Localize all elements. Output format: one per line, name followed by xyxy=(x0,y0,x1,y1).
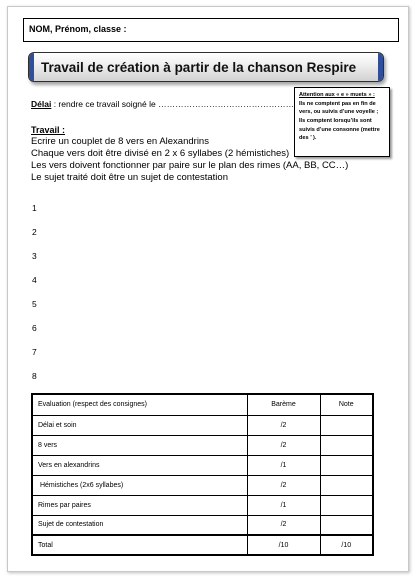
criterion-cell: Vers en alexandrins xyxy=(32,455,247,475)
verse-line-number: 3 xyxy=(32,251,37,261)
instruction-line: Le sujet traité doit être un sujet de contestation xyxy=(31,172,228,183)
bareme-cell: /1 xyxy=(247,455,320,475)
column-header: Evaluation (respect des consignes) xyxy=(32,394,247,415)
note-cell[interactable] xyxy=(320,415,373,435)
table-row xyxy=(32,435,373,455)
attention-line: Ils ne comptent pas en fin de xyxy=(299,100,376,107)
total-label-cell: Total xyxy=(32,535,247,555)
name-class-label: NOM, Prénom, classe : xyxy=(29,24,127,34)
page-title: Travail de création à partir de la chanson Respire xyxy=(41,60,357,75)
note-cell[interactable] xyxy=(320,455,373,475)
bareme-cell: /1 xyxy=(247,495,320,515)
attention-line: suivis d’une consonne (mettre xyxy=(299,126,380,133)
verse-line-number: 6 xyxy=(32,323,37,333)
delai-text: : rendre ce travail soigné le ………………………………………… xyxy=(51,99,295,109)
bareme-cell: /2 xyxy=(247,415,320,435)
instruction-line: Chaque vers doit être divisé en 2 x 6 syllabes (2 hémistiches) xyxy=(31,148,290,159)
delai-line xyxy=(31,99,294,109)
total-bareme-cell: /10 xyxy=(247,535,320,555)
verse-line-number: 1 xyxy=(32,203,37,213)
verse-line-number: 5 xyxy=(32,299,37,309)
instruction-line: Ecrire un couplet de 8 vers en Alexandrins xyxy=(31,136,209,147)
attention-line: Ils comptent lorsqu’ils sont xyxy=(299,117,372,124)
verse-line-number: 4 xyxy=(32,275,37,285)
note-cell[interactable] xyxy=(320,515,373,535)
criterion-cell: 8 vers xyxy=(32,435,247,455)
total-row xyxy=(32,535,373,555)
note-cell[interactable] xyxy=(320,435,373,455)
total-note-cell: /10 xyxy=(320,535,373,555)
table-row xyxy=(32,495,373,515)
table-row xyxy=(32,515,373,535)
bareme-cell: /2 xyxy=(247,515,320,535)
note-cell[interactable] xyxy=(320,475,373,495)
name-class-field[interactable] xyxy=(23,18,399,42)
verse-line-number: 7 xyxy=(32,347,37,357)
criterion-cell: Rimes par paires xyxy=(32,495,247,515)
title-banner xyxy=(28,52,384,82)
travail-heading: Travail : xyxy=(31,125,66,135)
column-header: Barème xyxy=(247,394,320,415)
attention-title: Attention aux « e » muets » : xyxy=(299,92,375,98)
criterion-cell: Hémistiches (2x6 syllabes) xyxy=(32,475,247,495)
column-header: Note xyxy=(320,394,373,415)
verse-line-number: 8 xyxy=(32,371,37,381)
instructions-list xyxy=(31,136,348,184)
delai-label: Délai xyxy=(31,99,52,109)
bareme-cell: /2 xyxy=(247,475,320,495)
instruction-line: Les vers doivent fonctionner par paire sur le plan des rimes (AA, BB, CC…) xyxy=(31,160,349,171)
evaluation-table xyxy=(31,393,374,556)
attention-line: vers, ou suivis d’une voyelle ; xyxy=(299,109,379,116)
table-header-row xyxy=(32,394,373,415)
table-row xyxy=(32,415,373,435)
criterion-cell: Sujet de contestation xyxy=(32,515,247,535)
table-row xyxy=(32,455,373,475)
verse-line-number: 2 xyxy=(32,227,37,237)
attention-line: des ’ ). xyxy=(299,135,317,142)
table-row xyxy=(32,475,373,495)
criterion-cell: Délai et soin xyxy=(32,415,247,435)
note-cell[interactable] xyxy=(320,495,373,515)
bareme-cell: /2 xyxy=(247,435,320,455)
